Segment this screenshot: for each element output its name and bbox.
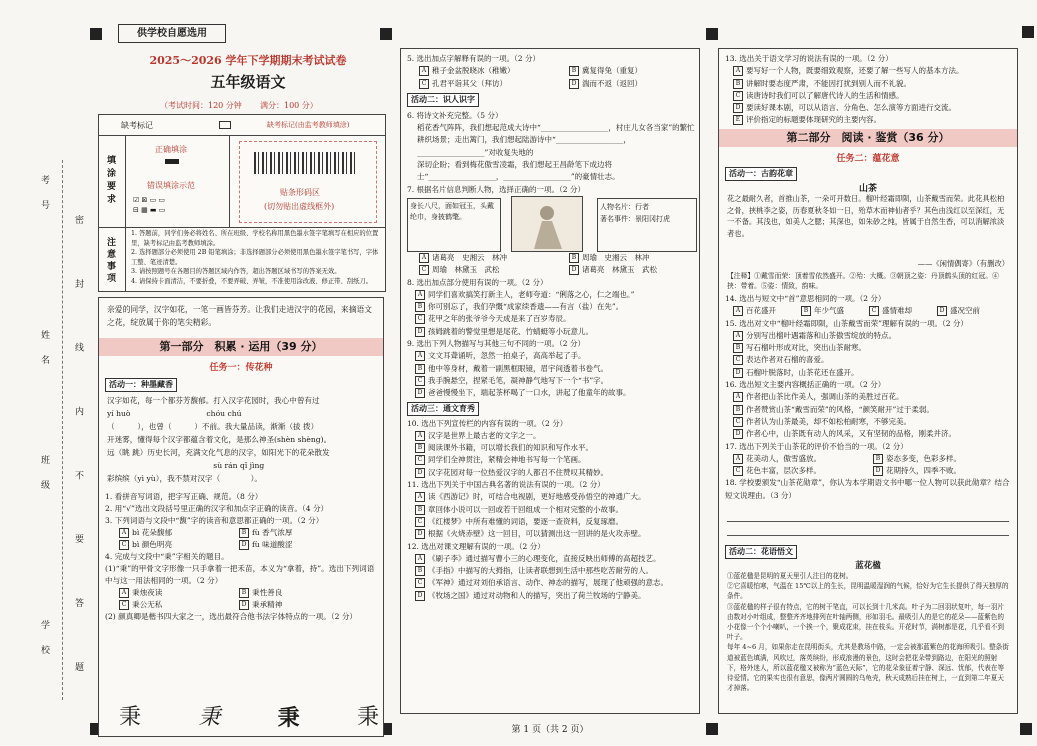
card-1: 身长八尺，面如冠玉，头戴纶巾，身披鹤氅。	[407, 198, 501, 252]
passage-line: 开迷雾，懂得每个汉字都蕴含着文化，是那么神圣(shèn shèng)。	[107, 435, 332, 444]
q14-options: A 百花盛开 B 年少气盛 C 盛情难却 D 盛况空前	[725, 305, 1013, 317]
question-3: 3. 下列词语与文段中“馥”字的读音和意思都正确的一项。（2 分）	[105, 516, 324, 525]
q11-option-d: 根据《火烧赤壁》这一回目，可以猜测出这一回讲的是火攻赤壁。	[428, 529, 646, 539]
pinyin-line: sù rán qǐ jìng	[107, 461, 265, 470]
q9-option-c: 我手腕悬空，捏紧毛笔，凝神静气地写下一个“书”字。	[428, 375, 609, 385]
questions-1-4	[105, 491, 379, 623]
q10-option-b: 阅读课外书籍，可以增长我们的知识和写作水平。	[428, 443, 593, 453]
divider	[125, 135, 126, 291]
calligraphy-b: 秉	[198, 705, 221, 730]
correct-fill-sample	[165, 159, 179, 164]
right-column	[718, 48, 1018, 714]
question-6: 6. 将诗文补充完整。（5 分）	[407, 110, 503, 120]
article-paragraph: ①蓝花楹是昆明的夏天里引人注目的花树。	[727, 572, 853, 580]
middle-content	[407, 53, 695, 602]
fill-label: 填涂要求	[107, 156, 117, 205]
q9-options: A 文文耳聋诵听，忽然一拍桌子，高高举起了手。 B 他中等身材，戴着一副黑框眼镜，眉宇间透着书卷气。 C 我手腕悬空，捏紧毛笔，凝神静气地写下一个“书”字。 D 爸爸慢慢坐下，端起茶杯喝了一口水，讲起了他童年的故事。	[407, 350, 695, 399]
note-item: 2. 选择题部分必须使用 2B 铅笔填涂；非选择题部分必须使用黑色墨水签字笔书写，字体工整、笔迹清楚。	[131, 249, 379, 266]
q3-option-a: bì 花朵馥郁	[132, 528, 173, 537]
poem-title: 山茶	[858, 184, 877, 194]
question-2: 2. 用“√”选出文段括号里正确的汉字和加点字正确的读音。（4 分）	[105, 504, 329, 513]
left-column	[98, 297, 384, 737]
passage-line: （ ），也曾（ ）不前。我大量品读，渐渐（拔 拨）	[107, 422, 319, 431]
activity2-label: 活动二：识人识字	[407, 93, 479, 107]
q15-options: A 分别写出榴叶遇霜落和山茶傲雪绽放的特点。 B 写石榴叶形成对比，突出山茶耐寒。 C 表达作者对石榴的喜爱。 D 石榴叶脱落时，山茶花还在盛开。	[725, 330, 1013, 379]
q3-options: A bì 花朵馥郁 B fù 香气浓厚 C bì 颜色明亮 D fù 味道酸涩	[105, 527, 379, 551]
q7-option-a: 诸葛亮 史湘云 林冲	[432, 252, 507, 262]
q13-option-a: 要写好一个人物，既要细致观察，还要了解一些写人的基本方法。	[746, 66, 964, 76]
q13-option-d: 要读好课本剧，可以从语言、分角色、怎么演等方面进行交流。	[746, 103, 956, 113]
notes-label: 注意事项	[107, 238, 117, 284]
q5-option-b: 冀复得兔（重复）	[582, 66, 642, 76]
q12-option-b: 《手指》中描写的大拇指，让读者联想到生活中那些吃苦耐劳的人。	[428, 566, 653, 576]
q4-option-b: 秉性善良	[252, 588, 283, 597]
q3-option-d: fù 味道酸涩	[252, 540, 293, 549]
q11-option-c: 《红楼梦》中所有难懂的词语，要逐一查资料，反复琢磨。	[428, 516, 623, 526]
corner-marker	[380, 28, 392, 40]
barcode-note: (切勿贴出虚线框外)	[264, 202, 335, 211]
q12-options: A 《刷子李》通过描写曹小三的心理变化，直接反映出师傅的高超技艺。 B 《手指》中描写的大拇指，让读者联想到生活中那些吃苦耐劳的人。 C 《军神》通过对刘伯承语言、动作、神态的描写，展现了他顽强的意志。 D 《牧场之国》通过对动物和人的描写，突出了荷兰牧场的宁静美。	[407, 553, 695, 602]
q10-option-c: 同学们全神贯注，紧精会神地书写每一个笔画。	[428, 455, 586, 465]
notes-list	[131, 229, 379, 286]
calligraphy-options	[119, 706, 379, 730]
q14-option-a: 百花盛开	[746, 306, 776, 316]
barcode-label: 贴条形码区	[280, 188, 320, 197]
wrong-fill-label: 错误填涂示范	[147, 181, 195, 190]
q4-option-c: 秉公无私	[132, 600, 163, 609]
card2-name: 人物名片：行者	[600, 202, 649, 211]
optional-tag: 供学校自愿选用	[118, 24, 226, 43]
q5-option-c: 孔君平诣其父（拜访）	[432, 78, 507, 88]
answer-card	[98, 114, 386, 292]
q7-option-b: 周瑜 史湘云 林冲	[582, 252, 650, 262]
task1-title: 任务一：传花种	[209, 363, 273, 373]
activity2-right-label: 活动二：花语悟文	[725, 545, 797, 559]
question-10: 10. 选出下列宣传栏的内容有误的一项。（2 分）	[407, 418, 568, 428]
q13-option-b: 讲解时要态度严肃，不能因打扰到别人而不礼貌。	[746, 78, 911, 88]
article-paragraph: ②它喜暖怕寒，气温在 15℃以上的生长，昆明温暖湿润的气候，恰好为它生长提供了得天独厚的条件。	[727, 582, 1009, 601]
full-score: 满分：100 分）	[260, 101, 318, 110]
activity1-label: 活动一：种墨藏香	[105, 378, 177, 392]
exam-time: （考试时间：120 分钟	[160, 101, 242, 110]
divider	[99, 135, 385, 136]
q8-option-d: 孩姆跳着的警觉里想是尾花、竹蜻蜓等小玩意儿。	[428, 326, 593, 336]
answer-line[interactable]	[727, 521, 1009, 522]
article-title: 蓝花楹	[855, 561, 881, 571]
portrait-image	[511, 196, 583, 252]
calligraphy-d: 秉	[356, 705, 379, 730]
seal-line-text: 密 封 线 内 不 要 答 题	[73, 215, 83, 698]
q15-option-b: 写石榴叶形成对比，突出山茶耐寒。	[746, 343, 866, 353]
right-questions	[725, 293, 1013, 502]
q8-option-a: 同学们喜欢搞笑打新主人，老师夸道：“俐落之心，仁之端也。”	[428, 289, 635, 299]
article-paragraph: 每年 4~6 月，如果你走在昆明街头，尤其是教场中路，一定会被那蓝紫色的花海所吸引。整条街道被蓝色填满，风吹过，落英缤纷，形成浪漫的景色，这时会把花朵带到路边，在阳光的照射下，格外迷人，所以蓝花楹又被称为“蓝色天际”，它的花朵象征着宁静、深远、忧郁，代表在等待爱情。它的果实也很有意思，像两片圆圆的乌龟壳，秋天成熟后挂在树上，一直到第二年夏天才掉落。	[727, 643, 1009, 693]
q10-option-d: 汉字花园对每一位热爱汉字的人都召不住赞叹其精妙。	[428, 467, 608, 477]
wrong-fill-samples: ☑ ⊠ ▭ ▭ ⊟ ▦ ▬ ▭	[133, 196, 166, 214]
q17-option-b: 姿态多变，色彩多样。	[886, 453, 961, 463]
q3-option-b: fù 香气浓厚	[252, 528, 293, 537]
right-top	[725, 53, 1013, 127]
q4-option-d: 秉承精神	[252, 600, 283, 609]
seal-line	[62, 160, 63, 700]
q17-option-a: 花美动人，傲雪盛放。	[746, 453, 821, 463]
middle-column	[400, 48, 700, 714]
exam-no-label: 考号	[39, 175, 49, 225]
question-8: 8. 选出加点部分使用有误的一项。（2 分）	[407, 277, 548, 287]
q3-option-c: bì 颜色明亮	[132, 540, 173, 549]
question-7: 7. 根据名片信息判断人物，选择正确的一项。（2 分）	[407, 184, 585, 194]
q15-option-d: 石榴叶脱落时，山茶花还在盛开。	[746, 367, 859, 377]
card2-info: 著名事件：景阳冈打虎	[600, 214, 670, 223]
divider	[229, 135, 230, 227]
question-15: 15. 选出对文中“榴叶经霜即陨，山茶戴雪而荣”理解有误的一项。（2 分）	[725, 318, 968, 328]
q16-option-c: 作者认为山茶最美，却不如松柏耐寒，不够完美。	[746, 416, 911, 426]
corner-marker	[1022, 26, 1034, 38]
q12-option-d: 《牧场之国》通过对动物和人的描写，突出了荷兰牧场的宁静美。	[428, 590, 646, 600]
q4-option-a: 秉烛夜读	[132, 588, 163, 597]
question-12: 12. 选出对课文理解有误的一项。（2 分）	[407, 541, 545, 551]
q16-option-a: 作者把山茶比作美人，强调山茶的美胜过百花。	[746, 392, 904, 402]
question-14: 14. 选出与短文中“首”意思相同的一项。（2 分）	[725, 294, 886, 303]
name-label: 姓名	[39, 330, 49, 380]
q11-option-a: 读《西游记》时，可结合电视剧，更好地感受孙悟空的神通广大。	[428, 492, 646, 502]
q5-options: A 稚子金盆脱晓冰（稚嫩） B 冀复得兔（重复） C 孔君平诣其父（拜访） D 湍而不返（返回）	[407, 65, 695, 90]
corner-marker	[90, 28, 102, 40]
question-18: 18. 学校要颁发“山茶花勋章”，你认为本学期语文书中哪一位人物可以获此勋章？结合短文说理由。（3 分）	[725, 478, 1010, 500]
barcode	[254, 152, 358, 174]
article-body	[727, 571, 1009, 693]
q16-option-b: 作者赞赏山茶“戴雪而荣”的风格，“颜笑耐开”过于柔弱。	[746, 404, 934, 414]
barcode-area	[239, 141, 377, 223]
q7-cards	[407, 196, 695, 252]
q9-option-b: 他中等身材，戴着一副黑框眼镜，眉宇间透着书卷气。	[428, 363, 608, 373]
part2-title: 第二部分 阅读 · 鉴赏（36 分）	[719, 129, 1017, 147]
article-paragraph: ③蓝花楹的样子很有特点，它的树干笔直，可以长到十几米高。叶子为二回羽状复叶，每一羽片由数对小叶组成，整整齐齐地排列在叶轴两侧，形如羽毛。最吸引人的是它的花朵——蓝紫色的小花像一个个小喇叭，一个挨一个，聚成花束，挂在枝头。开花时节，满树都是花，几乎看不到叶子。	[727, 602, 1004, 642]
q8-options: A 同学们喜欢搞笑打新主人，老师夸道：“俐落之心，仁之端也。” B 你可别忘了，我们孕慨“成家续香遗——有言（盐）在先”。 C 花甲之年的张爷爷今天成是来了百岁寿辰。 D 孩姆跳着的警觉里想是尾花、竹蜻蜓等小玩意儿。	[407, 289, 695, 338]
q13-option-c: 读唐诗时我们可以了解唐代诗人的生活和情感。	[746, 90, 904, 100]
q8-option-c: 花甲之年的张爷爷今天成是来了百岁寿辰。	[428, 314, 571, 324]
passage-line: 彩缤缤（yì yù），我不禁对汉字（ ）。	[107, 474, 262, 483]
card-2	[597, 198, 697, 252]
q17-option-c: 花色丰富，层次多样。	[746, 466, 821, 476]
q11-options: A 读《西游记》时，可结合电视剧，更好地感受孙悟空的神通广大。 B 章回体小说可以一回或若干回组成一个相对完整的小故事。 C 《红楼梦》中所有难懂的词语，要逐一查资料，反复琢磨。 D 根据《火烧赤壁》这一回目，可以猜测出这一回讲的是火攻赤壁。	[407, 491, 695, 540]
part1-title: 第一部分 积累 · 运用（39 分）	[99, 338, 383, 356]
page-footer: 第 1 页（共 2 页）	[511, 725, 589, 735]
q8-option-b: 你可别忘了，我们孕慨“成家续香遗——有言（盐）在先”。	[428, 302, 624, 312]
question-9: 9. 选出下列人物描写与其他三句不同的一项。（2 分）	[407, 339, 585, 349]
note-item: 3. 请按照题号在各题目的答题区域内作答，超出答题区域书写的答案无效。	[131, 268, 341, 275]
q11-option-b: 章回体小说可以一回或若干回组成一个相对完整的小故事。	[428, 504, 623, 514]
q12-option-a: 《刷子李》通过描写曹小三的心理变化，直接反映出师傅的高超技艺。	[428, 553, 661, 563]
q14-option-b: 年少气盛	[814, 306, 844, 316]
absent-label: 缺考标记	[121, 121, 153, 130]
passage	[107, 394, 379, 485]
pinyin-line: yí huò chóu chú	[107, 409, 242, 418]
q7-option-c: 周瑜 林黛玉 武松	[432, 265, 500, 275]
activity3-label: 活动三：通文育秀	[407, 402, 479, 416]
q15-option-a: 分别写出榴叶遇霜落和山茶傲雪绽放的特点。	[746, 330, 896, 340]
school-label: 学校	[39, 620, 49, 670]
passage-line: 汉字如花，每一个都芬芳馥郁。打入汉字花园时，我心中曾有过	[107, 396, 320, 405]
q16-option-d: 作者心中，山茶既有动人的风采，又有坚韧的品格，刚柔并济。	[746, 429, 956, 439]
class-label: 班级	[39, 455, 49, 505]
corner-marker	[1020, 723, 1032, 735]
subject-title: 五年级语文	[210, 73, 286, 91]
corner-marker	[706, 723, 718, 735]
question-4-1: (1)“秉”的甲骨文字形像一只手拿着一把禾苗，本义为“拿着，持”。选出下列词语中与这一用法相同的一项。（2 分）	[105, 564, 375, 585]
q12-option-c: 《军神》通过对刘伯承语言、动作、神态的描写，展现了他顽强的意志。	[428, 578, 668, 588]
question-11: 11. 选出下列关于中国古典名著的说法有误的一项。（2 分）	[407, 480, 605, 490]
passage-line: 远（眺 跳）历史长河，充满文化气息的汉字，如阳光下的花朵散发	[107, 448, 330, 457]
exam-title: 2025～2026 学年下学期期末考试试卷	[149, 54, 347, 67]
question-5: 5. 选出加点字解释有误的一项。（2 分）	[407, 54, 540, 63]
q6-line-2: 深切企盼；看到梅花傲雪凌霜，我们想起王昌龄笔下成边将士“__________________，__________________”的豪情壮志。	[417, 160, 620, 182]
question-1: 1. 看拼音写词语，把字写正确、规范。（8 分）	[105, 492, 263, 501]
note-item: 1. 答题前，同学们务必将姓名、所在班级、学校名称用黑色墨水签字笔填写在相应的位置里，缺考标记由监考教师填涂。	[131, 230, 379, 247]
q15-option-c: 表达作者对石榴的喜爱。	[746, 355, 829, 365]
q9-option-d: 爸爸慢慢坐下，端起茶杯喝了一口水，讲起了他童年的故事。	[428, 388, 631, 398]
q17-option-d: 花期持久，四季不败。	[886, 466, 961, 476]
task2-title: 任务二：蕴花意	[836, 154, 900, 164]
q4-options: A 秉烛夜读 B 秉性善良 C 秉公无私 D 秉承精神	[105, 587, 379, 611]
answer-line[interactable]	[727, 535, 1009, 536]
q9-option-a: 文文耳聋诵听，忽然一拍桌子，高高举起了手。	[428, 351, 586, 361]
question-4: 4. 完成与文段中“秉”字相关的题目。	[105, 552, 229, 561]
activity1-right-label: 活动一：古韵花章	[725, 167, 797, 181]
calligraphy-c: 秉	[277, 705, 300, 731]
correct-fill-label: 正确填涂	[155, 145, 187, 154]
intro-text: 亲爱的同学，汉字如花，一笔一画皆芬芳。让我们走进汉字的花园，来摘语文之花，绽放属于你的笔尖精彩。	[107, 305, 373, 327]
q10-options: A 汉字是世界上最古老的文字之一。 B 阅读课外书籍，可以增长我们的知识和写作水平。 C 同学们全神贯注，紧精会神地书写每一个笔画。 D 汉字花园对每一位热爱汉字的人都召不住赞叹其精妙。	[407, 430, 695, 479]
poem-notes: 【注释】①戴雪而荣：顶着雪依然盛开。②殆：大概。③朝顶之姿：丹顶鹤头顶的红冠。④挟：带着。⑤姿：情致，韵味。	[727, 272, 999, 290]
q14-option-c: 盛情难却	[882, 306, 912, 316]
classical-text: 花之最耐久者，首推山茶，一朵可开数日。榴叶经霜即陨，山茶戴雪而荣。此花具松柏之骨，挟桃李之姿，历春夏秋冬如一日，殆草木而神仙者乎？其色由浅红以至深红，无一不备。其浅也，如美人之腮；其深也，如朱砂之纯，皆属于自然生香，可以消解浓淡者也。	[727, 194, 1005, 238]
question-13: 13. 选出关于语文学习的说法有误的一项。（2 分）	[725, 54, 893, 63]
q5-option-d: 湍而不返（返回）	[582, 78, 642, 88]
question-17: 17. 选出下列关于山茶花的评价不恰当的一项。（2 分）	[725, 441, 908, 451]
q7-option-d: 诸葛亮 林黛玉 武松	[582, 265, 657, 275]
note-item: 4. 请保持卡面清洁，不要折叠，不要弄破、弄皱，不准使用涂改液、修正带、刮纸刀。	[131, 277, 372, 285]
q5-option-a: 稚子金盆脱晓冰（稚嫩）	[432, 66, 515, 76]
q13-option-e: 评价指定的标题要体现研究的主要内容。	[746, 115, 881, 125]
question-4-2: (2) 颜真卿是楷书四大家之一，选出最符合他书法字体特点的一项。（2 分）	[105, 612, 358, 621]
question-16: 16. 选出短文主要内容概括正确的一项。（2 分）	[725, 380, 886, 390]
q7-options: A 诸葛亮 史湘云 林冲 B 周瑜 史湘云 林冲 C 周瑜 林黛玉 武松 D 诸葛亮 林黛玉 武松	[407, 252, 695, 277]
divider	[99, 227, 385, 228]
poem-source: ——《闲情偶寄》（有删改）	[917, 259, 1009, 268]
q13-options: A 要写好一个人物，既要细致观察，还要了解一些写人的基本方法。 B 讲解时要态度严肃，不能因打扰到别人而不礼貌。 C 读唐诗时我们可以了解唐代诗人的生活和情感。 D 要读好课本剧，可以从语言、分角色、怎么演等方面进行交流。 E 评价指定的标题要体现研究的主要内容。	[725, 65, 1013, 126]
q10-option-a: 汉字是世界上最古老的文字之一。	[428, 430, 541, 440]
q14-option-d: 盛况空前	[950, 306, 980, 316]
q17-options: A 花美动人，傲雪盛放。 B 姿态多变，色彩多样。 C 花色丰富，层次多样。 D 花期持久，四季不败。	[725, 453, 1013, 478]
absent-checkbox[interactable]	[219, 121, 231, 129]
q6-line-1: 稻花香气阵阵，我们想起范成大诗中“__________________，村庄儿女各当家”的繁忙耕织场景；走出篱门，我们想起陆游诗中“__________________，__________________”对收复失地的	[417, 123, 695, 157]
corner-marker	[706, 28, 718, 40]
calligraphy-a: 秉	[119, 705, 142, 730]
absent-note: 缺考标记(由监考教师填涂)	[267, 121, 350, 129]
q16-options: A 作者把山茶比作美人，强调山茶的美胜过百花。 B 作者赞赏山茶“戴雪而荣”的风格，“颜笑耐开”过于柔弱。 C 作者认为山茶最美，却不如松柏耐寒，不够完美。 D 作者心中，山茶既有动人的风采，又有坚韧的品格，刚柔并济。	[725, 391, 1013, 440]
